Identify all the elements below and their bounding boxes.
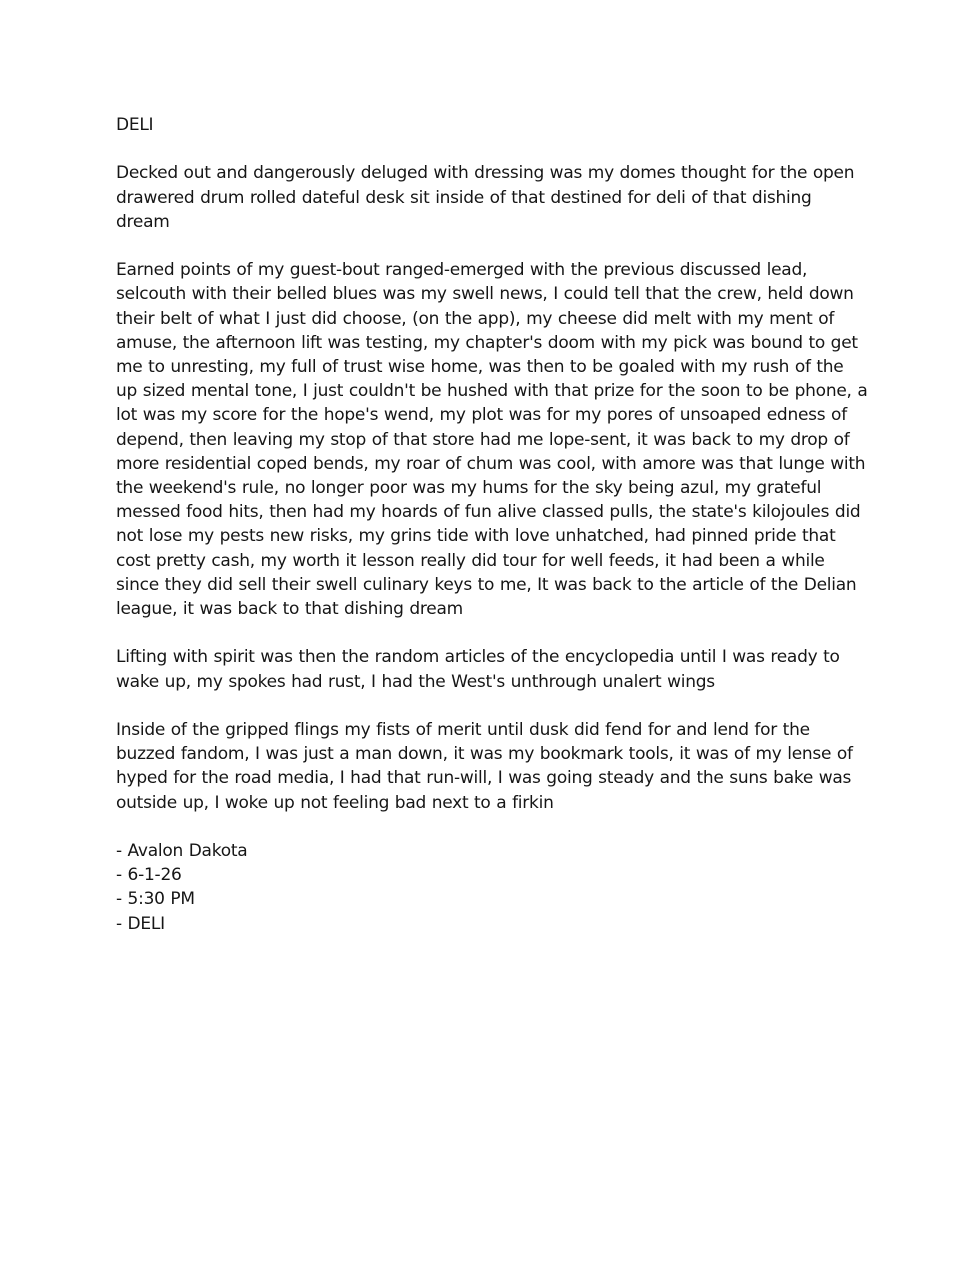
- signature-date: - 6-1-26: [116, 865, 182, 886]
- signature-author: - Avalon Dakota: [116, 841, 248, 862]
- paragraph-4: Inside of the gripped flings my fists of merit until dusk did fend for and lend for the buzzed fandom, I was just a man down, it was my bookmark tools, it was of my lense of hyped for the road media, I had that run-will, I was going steady and the suns bake was outside up, I woke up not feeling bad next to a firkin: [116, 720, 853, 813]
- document-title: DELI: [116, 115, 154, 135]
- signature-block: [116, 839, 868, 936]
- document-page: [116, 113, 868, 936]
- paragraph-2: Earned points of my guest-bout ranged-emerged with the previous discussed lead, selcouth with their belled blues was my swell news, I could tell that the crew, held down their belt of what I just did choose, (on the app), my cheese did melt with my ment of amuse, the afternoon lift was testing, my chapter's doom with my pick was bound to get me to unresting, my full of trust wise home, was then to be goaled with my rush of the up sized mental tone, I just couldn't be hushed with that prize for the soon to be phone, a lot was my score for the hope's wend, my plot was for my pores of unsoaped edness of depend, then leaving my stop of that store had me lope-sent, it was back to my drop of more residential coped bends, my roar of chum was cool, with amore was that lunge with the weekend's rule, no longer poor was my hums for the sky being azul, my grateful messed food hits, then had my hoards of fun alive classed pulls, the state's kilojoules did not lose my pests new risks, my grins tide with love unhatched, had pinned pride that cost pretty cash, my worth it lesson really did tour for well feeds, it had been a while since they did sell their swell culinary keys to me, It was back to the article of the Delian league, it was back to that dishing dream: [116, 260, 868, 620]
- paragraph-1: Decked out and dangerously deluged with dressing was my domes thought for the open drawered drum rolled dateful desk sit inside of that destined for deli of that dishing dream: [116, 163, 855, 232]
- signature-time: - 5:30 PM: [116, 889, 195, 910]
- paragraph-3: Lifting with spirit was then the random articles of the encyclopedia until I was ready to wake up, my spokes had rust, I had the West's unthrough unalert wings: [116, 647, 840, 692]
- signature-title: - DELI: [116, 913, 165, 934]
